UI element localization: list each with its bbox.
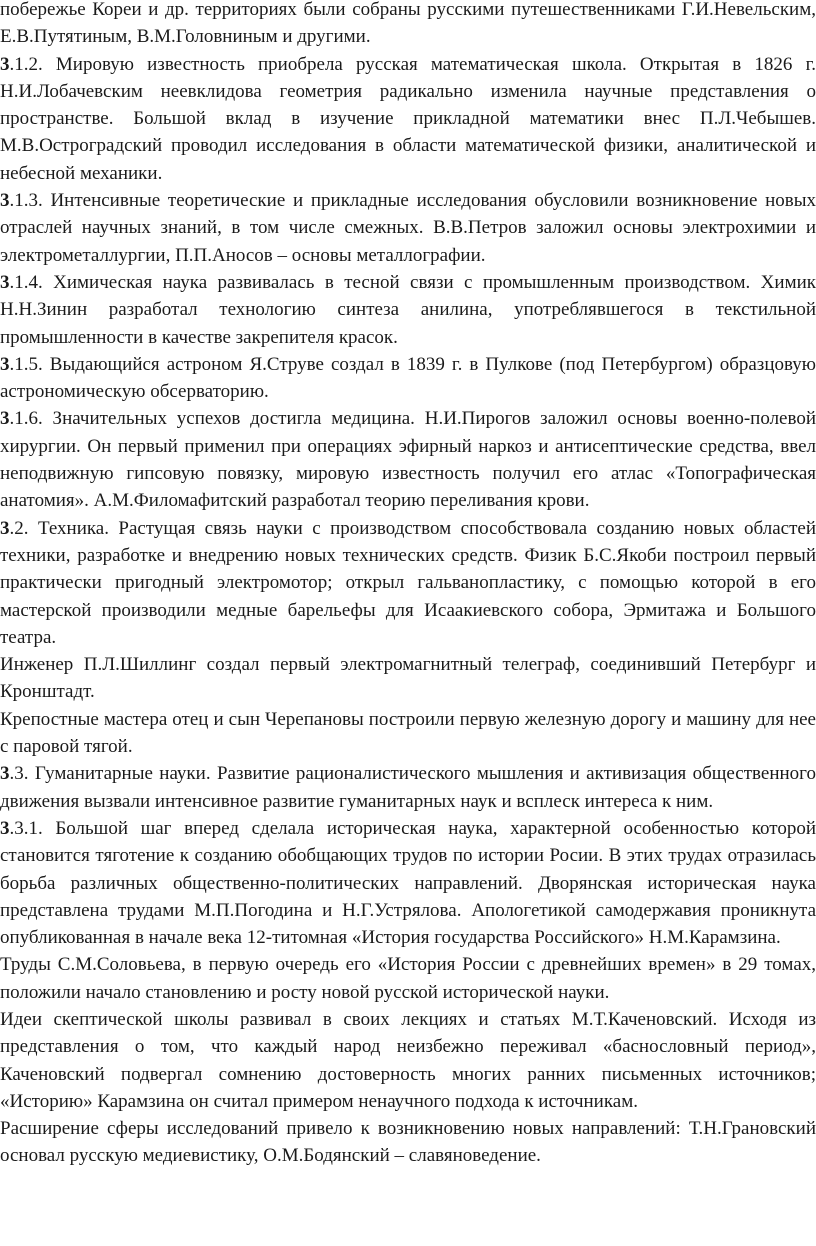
section-number: 3 [0, 53, 10, 75]
section-number: 3 [0, 353, 10, 375]
paragraph-text: Труды С.М.Соловьева, в первую очередь его «История России с древнейших времен» в 29 томах, положили начало становлению и росту новой русской исторической науки. [0, 954, 816, 1003]
paragraph-text: Расширение сферы исследований привело к возникновению новых направлений: Т.Н.Грановский основал русскую медиевистику, О.М.Бодянский – славяноведение. [0, 1118, 816, 1167]
paragraph-solovyov [0, 951, 816, 1006]
paragraph-text: побережье Кореи и др. территориях были собраны русскими путешественниками Г.И.Невельским, Е.В.Путятиным, В.М.Головниным и другими. [0, 0, 816, 48]
paragraph-text: Инженер П.Л.Шиллинг создал первый электромагнитный телеграф, соединивший Петербург и Кронштадт. [0, 654, 816, 703]
paragraph-3-1-6 [0, 405, 816, 514]
paragraph-text: Крепостные мастера отец и сын Черепановы построили первую железную дорогу и машину для нее с паровой тягой. [0, 708, 816, 758]
paragraph-text: .1.5. Выдающийся астроном Я.Струве создал в 1839 г. в Пулкове (под Петербургом) образцовую астрономическую обсерваторию. [0, 353, 816, 403]
paragraph-3-1-4 [0, 269, 816, 351]
paragraph-cherepanovs [0, 706, 816, 761]
section-number: 3 [0, 517, 10, 539]
paragraph-3-2 [0, 515, 816, 651]
paragraph-new-directions [0, 1115, 816, 1170]
paragraph-3-1-5 [0, 351, 816, 406]
paragraph-shilling [0, 651, 816, 706]
paragraph-text: .3. Гуманитарные науки. Развитие рационалистического мышления и активизация общественного движения вызвали интенсивное развитие гуманитарных наук и всплеск интереса к ним. [0, 763, 816, 812]
paragraph-text: .1.4. Химическая наука развивалась в тесной связи с промышленным производством. Химик Н.Н.Зинин разработал технологию синтеза анилина, употреблявшегося в текстильной промышленности в качестве закрепителя красок. [0, 271, 816, 348]
paragraph-text: Идеи скептической школы развивал в своих лекциях и статьях М.Т.Каченовский. Исходя из представления о том, что каждый народ неизбежно переживал «баснословный период», Каченовский подвергал сомнению достоверность многих ранних письменных источников; «Историю» Карамзина он считал примером ненаучного подхода к источникам. [0, 1008, 816, 1112]
paragraph-text: .2. Техника. Растущая связь науки с производством способствовала созданию новых областей техники, разработке и внедрению новых технических средств. Физик Б.С.Якоби построил первый практически пригодный электромотор; открыл гальванопластику, с помощью которой в его мастерской производили медные барельефы для Исаакиевского собора, Эрмитажа и Большого театра. [0, 517, 816, 648]
paragraph-3-1-3 [0, 187, 816, 269]
paragraph-text: .1.6. Значительных успехов достигла медицина. Н.И.Пирогов заложил основы военно-полевой хирургии. Он первый применил при операциях эфирный наркоз и антисептические средства, ввел неподвижную гипсовую повязку, мировую известность получил его атлас «Топографическая анатомия». А.М.Филомафитский разработал теорию переливания крови. [0, 408, 816, 512]
paragraph-3-3 [0, 760, 816, 815]
paragraph-1 [0, 0, 816, 51]
section-number: 3 [0, 190, 10, 212]
paragraph-text: .1.2. Мировую известность приобрела русская математическая школа. Открытая в 1826 г. Н.И.Лобачевским неевклидова геометрия радикально изменила научные представления о пространстве. Большой вклад в изучение прикладной математики внес П.Л.Чебышев. М.В.Остроградский проводил исследования в области математической физики, аналитической и небесной механики. [0, 53, 816, 184]
paragraph-text: .3.1. Большой шаг вперед сделала историческая наука, характерной особенностью которой становится тяготение к созданию обобщающих трудов по истории Росии. В этих трудах отразилась борьба различных общественно-политических направлений. Дворянская историческая наука представлена трудами М.П.Погодина и Н.Г.Устрялова. Апологетикой самодержавия проникнута опубликованная в начале века 12-титомная «История государства Российского» Н.М.Карамзина. [0, 817, 816, 949]
section-number: 3 [0, 408, 10, 430]
section-number: 3 [0, 763, 10, 785]
section-number: 3 [0, 817, 10, 839]
paragraph-kachenovsky [0, 1006, 816, 1115]
paragraph-text: .1.3. Интенсивные теоретические и прикладные исследования обусловили возникновение новых отраслей научных знаний, в том числе смежных. В.В.Петров заложил основы электрохимии и электрометаллургии, П.П.Аносов – основы металлографии. [0, 190, 816, 266]
paragraph-3-1-2 [0, 51, 816, 187]
paragraph-3-3-1 [0, 815, 816, 951]
section-number: 3 [0, 271, 10, 293]
